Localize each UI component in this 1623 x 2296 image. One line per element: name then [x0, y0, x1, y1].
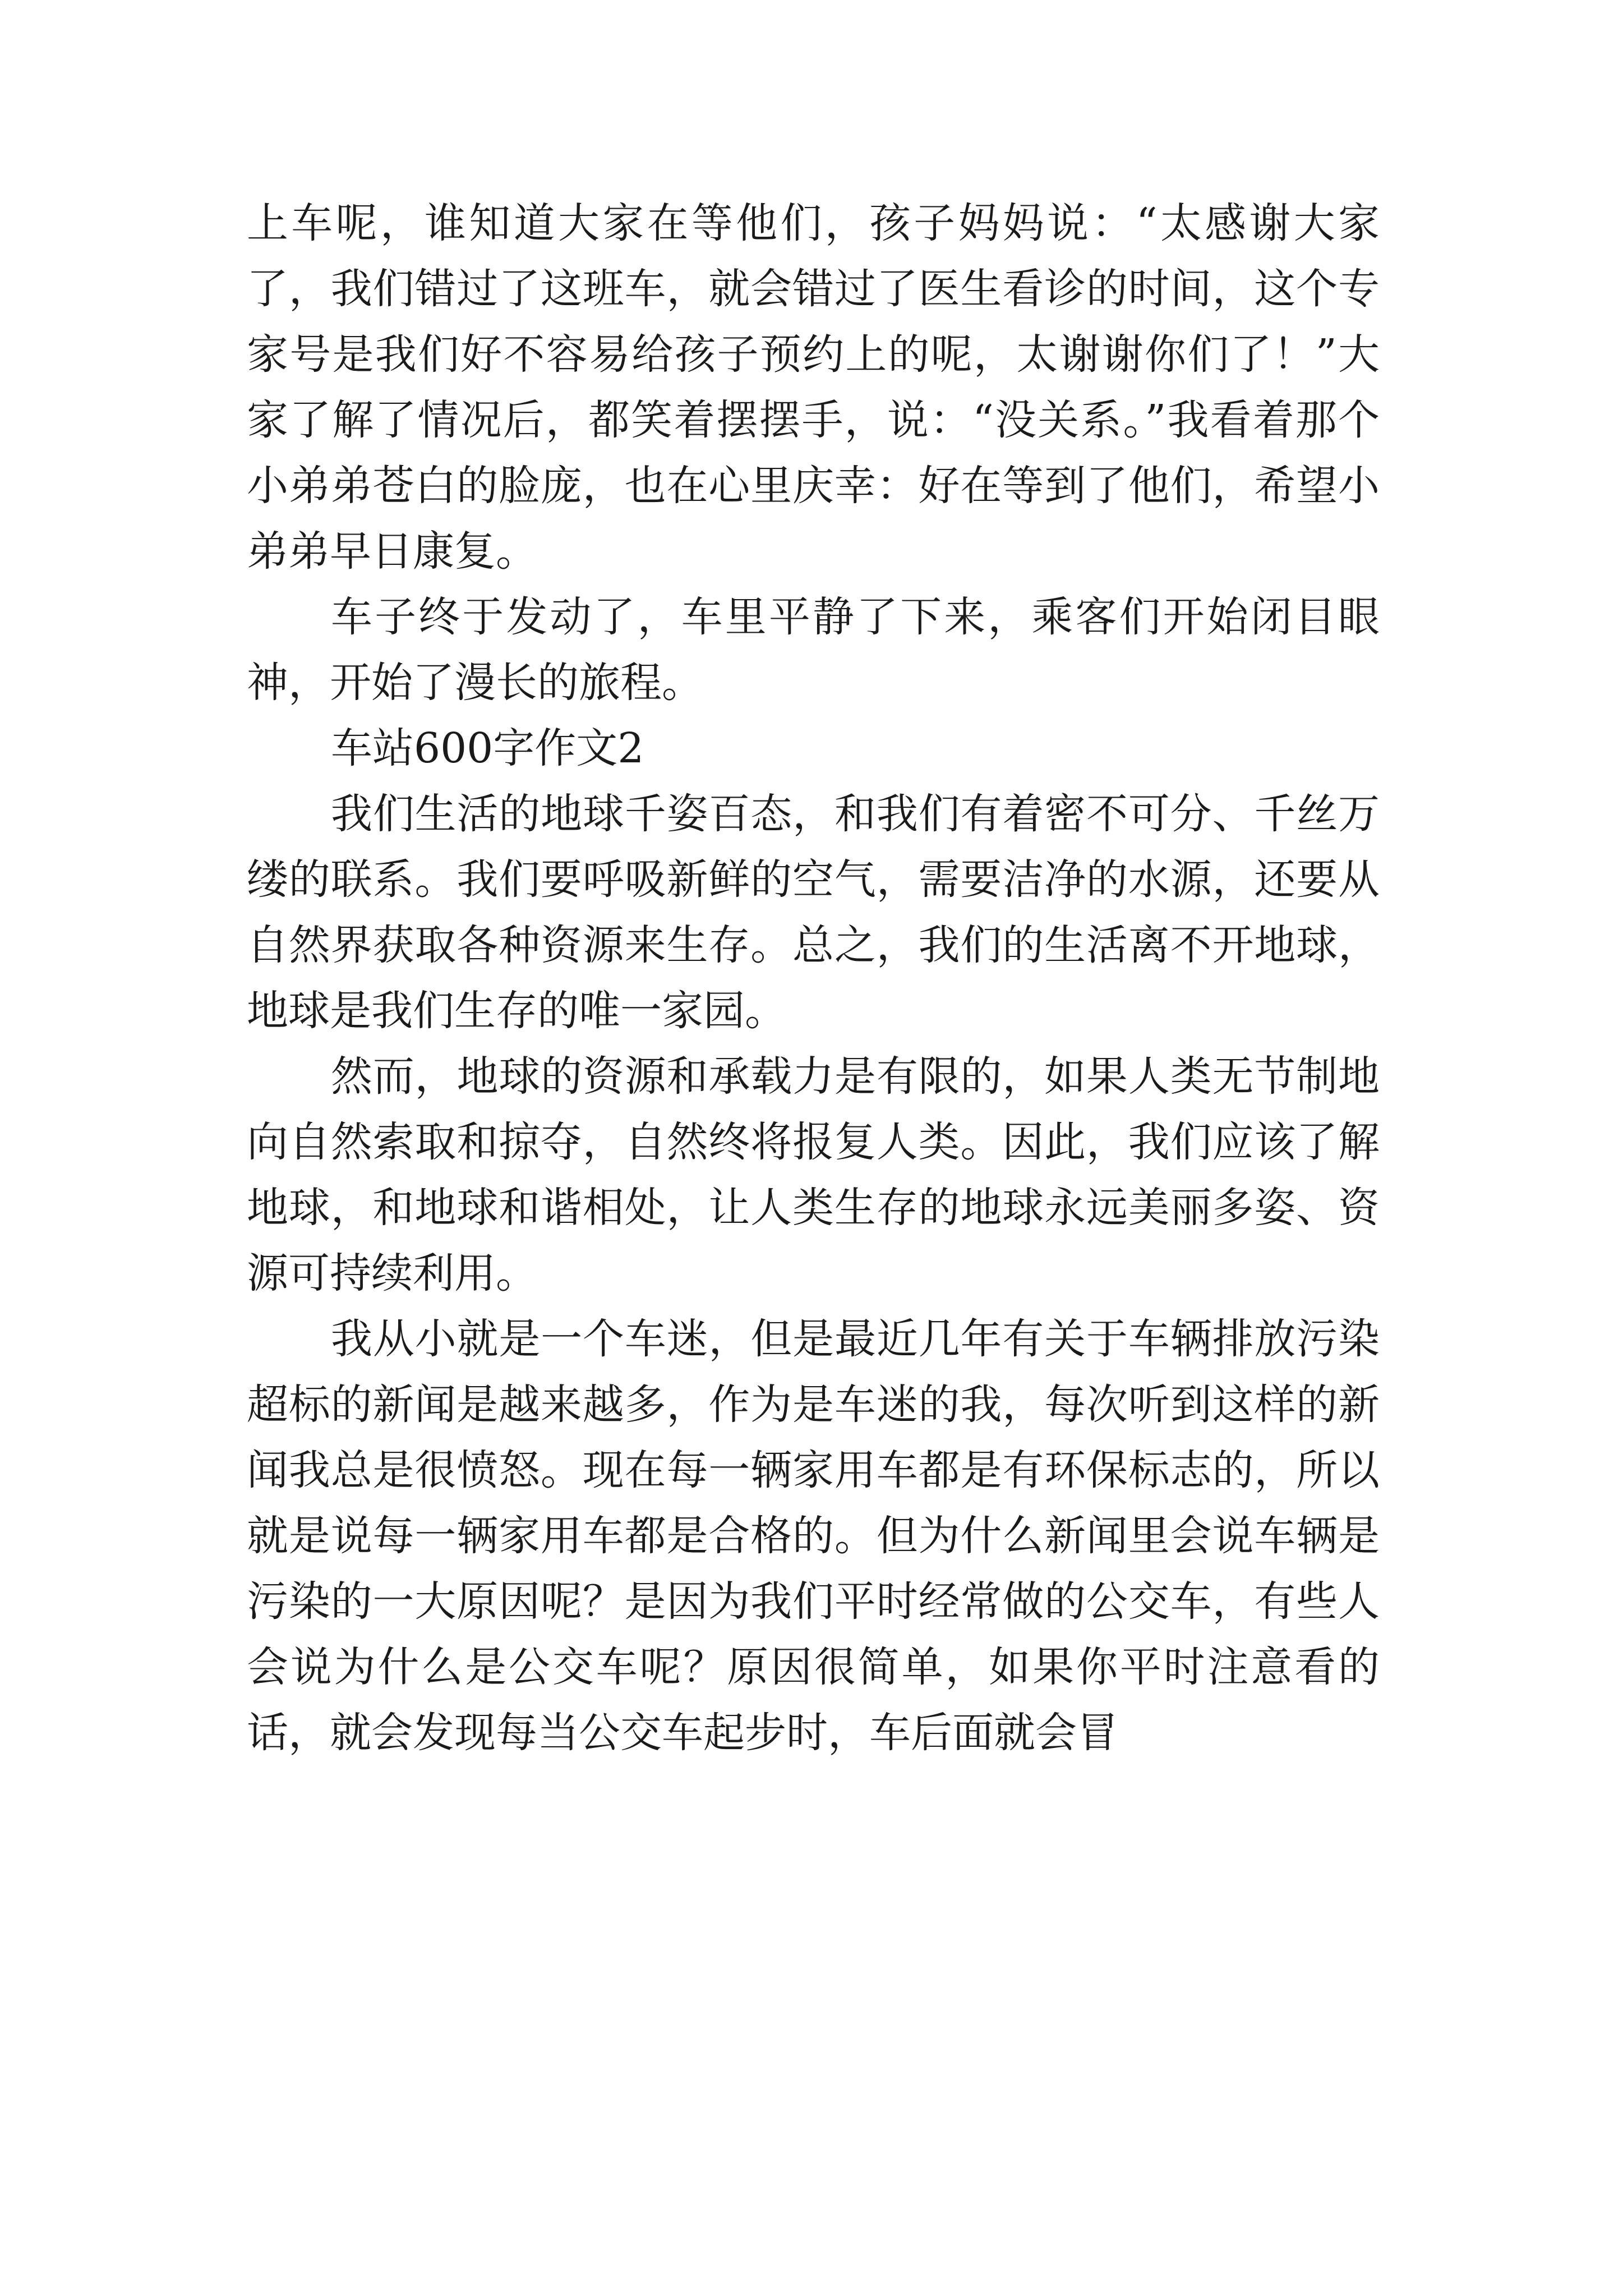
- paragraph-continuation: 上车呢，谁知道大家在等他们，孩子妈妈说：“太感谢大家了，我们错过了这班车，就会错过了医生看诊的时间，这个专家号是我们好不容易给孩子预约上的呢，太谢谢你们了！”大家了解了情况后，都笑着摆摆手，说：“没关系。”我看着那个小弟弟苍白的脸庞，也在心里庆幸：好在等到了他们，希望小弟弟早日康复。: [247, 199, 1380, 576]
- paragraph-earth-resources: 然而，地球的资源和承载力是有限的，如果人类无节制地向自然索取和掠夺，自然终将报复人类。因此，我们应该了解地球，和地球和谐相处，让人类生存的地球永远美丽多姿、资源可持续利用。: [247, 1052, 1380, 1297]
- paragraph-car-fan: 我从小就是一个车迷，但是最近几年有关于车辆排放污染超标的新闻是越来越多，作为是车迷的我，每次听到这样的新闻我总是很愤怒。现在每一辆家用车都是有环保标志的，所以就是说每一辆家用车都是合格的。但为什么新闻里会说车辆是污染的一大原因呢？是因为我们平时经常做的公交车，有些人会说为什么是公交车呢？原因很简单，如果你平时注意看的话，就会发现每当公交车起步时，车后面就会冒: [247, 1315, 1380, 1757]
- paragraph-bus-departs: 车子终于发动了，车里平静了下来，乘客们开始闭目眼神，开始了漫长的旅程。: [247, 593, 1380, 707]
- document-body: [247, 191, 1380, 1766]
- paragraph-earth-home: 我们生活的地球千姿百态，和我们有着密不可分、千丝万缕的联系。我们要呼吸新鲜的空气，需要洁净的水源，还要从自然界获取各种资源来生存。总之，我们的生活离不开地球，地球是我们生存的唯一家园。: [247, 790, 1380, 1035]
- essay-heading: 车站600字作文2: [331, 724, 644, 772]
